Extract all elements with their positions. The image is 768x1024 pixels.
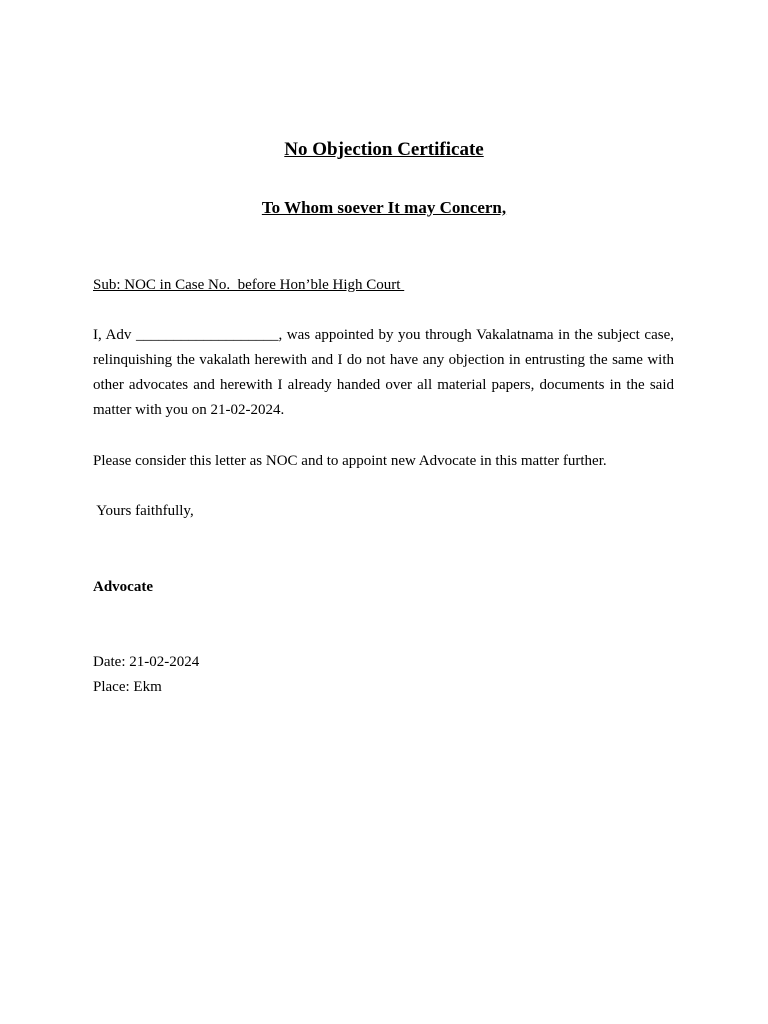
salutation: To Whom soever It may Concern, — [261, 198, 507, 217]
request-paragraph: Please consider this letter as NOC and to appoint new Advocate in this matter further. — [93, 453, 607, 469]
body-paragraph: I, Adv ___________________, was appointed by you through Vakalatnama in the subject case, relinquishing the vakalath herewith and I do not have any objection in entrusting the same with other advocates and herewith I already handed over all material papers, documents in the said matter with you on 21-02-2024. — [93, 327, 674, 418]
place-line: Place: Ekm — [93, 679, 162, 695]
subject-line: Sub: NOC in Case No. before Hon’ble High Court — [93, 277, 405, 293]
document-title: No Objection Certificate — [284, 139, 484, 160]
date-line: Date: 21-02-2024 — [93, 654, 200, 670]
closing-line: Yours faithfully, — [93, 503, 194, 519]
signatory: Advocate — [93, 579, 153, 595]
